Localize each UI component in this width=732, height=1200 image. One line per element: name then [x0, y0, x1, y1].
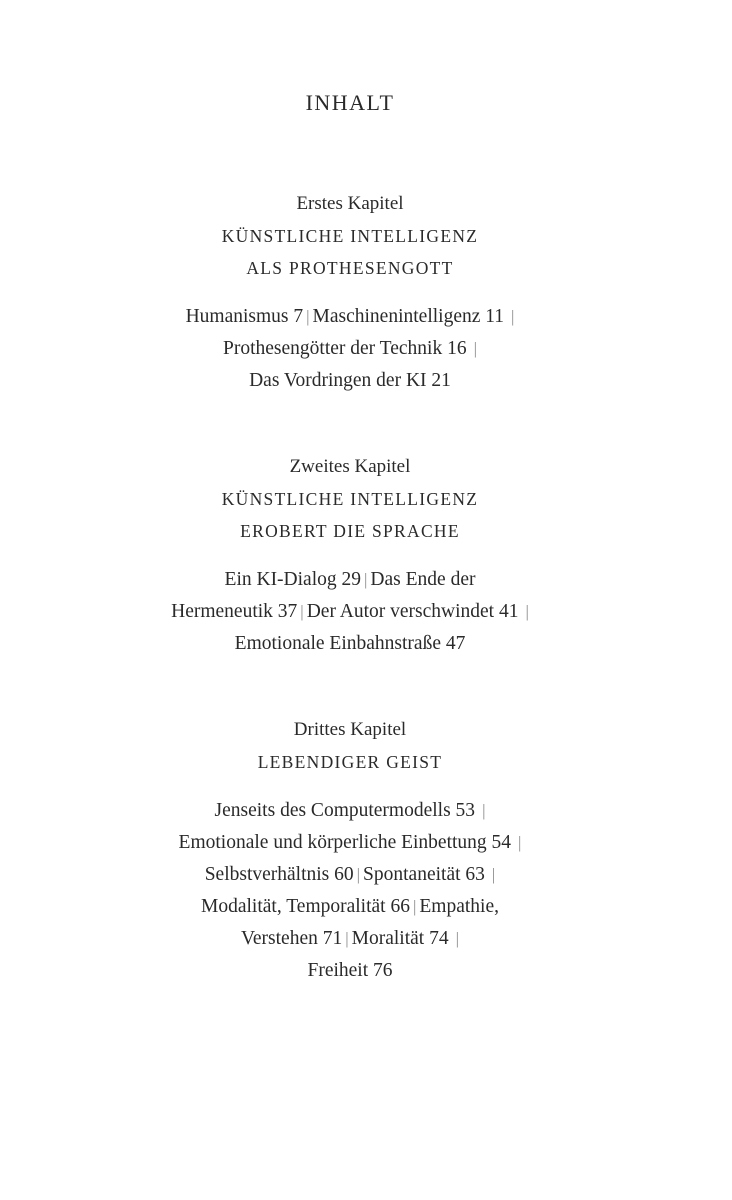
chapter-heading-line: EROBERT DIE SPRACHE [240, 521, 460, 541]
section-entry: Modalität, Temporalität 66 [201, 896, 410, 917]
section-entry: Selbstverhältnis 60 [204, 864, 354, 885]
separator: | [412, 897, 417, 916]
section-line [0, 795, 700, 827]
section-entry: Emotionale Einbahnstraße 47 [234, 633, 466, 654]
chapter-heading-line: LEBENDIGER GEIST [257, 752, 443, 772]
separator: | [473, 339, 477, 358]
separator: | [491, 865, 496, 884]
separator: | [511, 307, 515, 326]
chapter-label: Erstes Kapitel [296, 193, 404, 214]
section-line [0, 955, 700, 987]
section-entry: Hermeneutik 37 [171, 601, 298, 622]
section-line [0, 859, 700, 891]
section-entry: Das Ende der [370, 569, 476, 590]
section-line [0, 301, 700, 333]
separator: | [482, 801, 486, 820]
section-entry: Der Autor verschwindet 41 [306, 601, 519, 622]
section-line [0, 891, 700, 923]
section-list [0, 564, 700, 660]
section-line [0, 827, 700, 859]
separator: | [345, 929, 349, 948]
section-entry: Moralität 74 [351, 928, 449, 949]
separator: | [306, 307, 310, 326]
chapter-heading-line: KÜNSTLICHE INTELLIGENZ [221, 226, 479, 246]
chapter-2 [0, 451, 700, 660]
section-line [0, 628, 700, 660]
section-line [0, 365, 700, 397]
page-title: INHALT [305, 90, 395, 115]
section-entry: Emotionale und körperliche Einbettung 54 [178, 832, 512, 853]
separator: | [525, 602, 529, 621]
section-line [0, 564, 700, 596]
separator: | [364, 570, 368, 589]
section-entry: Maschinenintelligenz 11 [312, 306, 505, 327]
section-line [0, 333, 700, 365]
section-line [0, 596, 700, 628]
section-entry: Verstehen 71 [240, 928, 343, 949]
chapter-heading-line: ALS PROTHESENGOTT [246, 258, 454, 278]
section-entry: Das Vordringen der KI 21 [249, 370, 451, 391]
section-entry: Humanismus 7 [185, 306, 304, 327]
section-entry: Prothesengötter der Technik 16 [223, 338, 467, 359]
section-list [0, 301, 700, 397]
chapter-heading-line: KÜNSTLICHE INTELLIGENZ [221, 489, 479, 509]
chapter-1 [0, 188, 700, 397]
chapter-label: Zweites Kapitel [289, 456, 411, 477]
separator: | [300, 602, 304, 621]
separator: | [455, 929, 460, 948]
section-line [0, 923, 700, 955]
section-entry: Empathie, [419, 896, 499, 917]
section-entry: Jenseits des Computermodells 53 [214, 800, 476, 821]
section-entry: Freiheit 76 [307, 960, 393, 981]
separator: | [518, 833, 522, 852]
section-list [0, 795, 700, 987]
section-entry: Ein KI-Dialog 29 [224, 569, 362, 590]
chapter-label: Drittes Kapitel [293, 719, 407, 740]
chapter-3 [0, 714, 700, 987]
separator: | [356, 865, 361, 884]
section-entry: Spontaneität 63 [363, 864, 485, 885]
